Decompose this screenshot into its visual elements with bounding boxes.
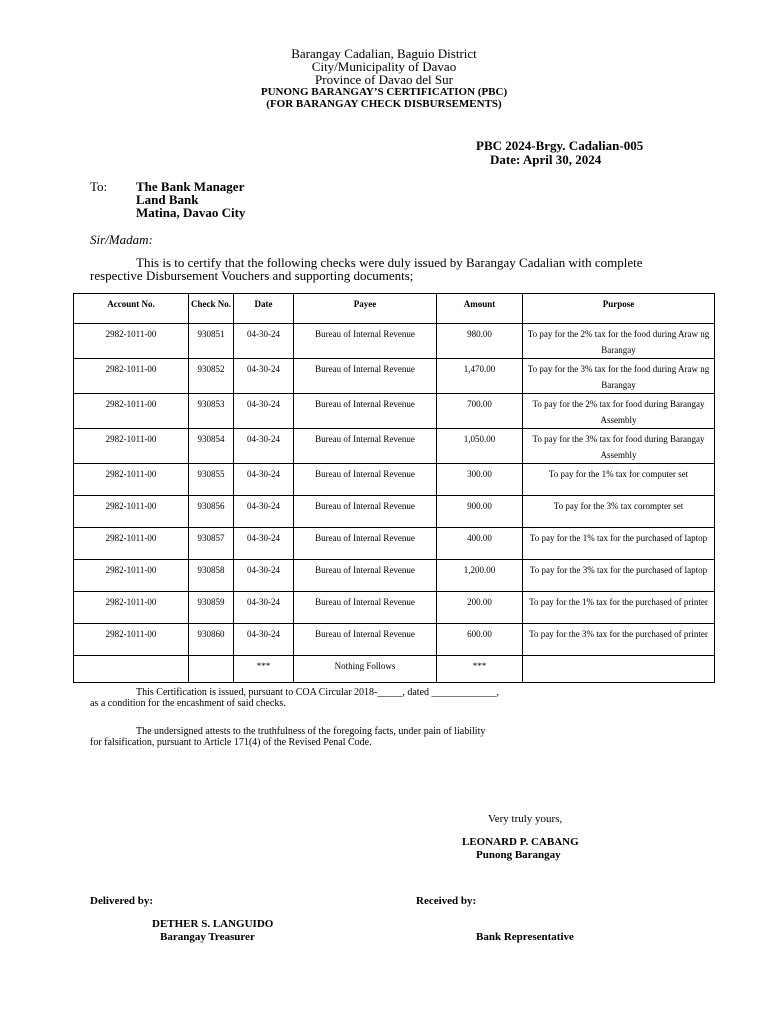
- addressee-line: The Bank Manager: [136, 179, 245, 194]
- cell-payee: Bureau of Internal Revenue: [294, 528, 437, 560]
- addressee-line: Matina, Davao City: [136, 205, 246, 220]
- province-name: Province of Davao del Sur: [315, 72, 453, 87]
- cell-payee: Bureau of Internal Revenue: [294, 359, 437, 394]
- delivered-by-label: Delivered by:: [90, 895, 154, 907]
- cell-check-no: 930860: [189, 624, 234, 656]
- header-account-no: Account No.: [74, 294, 189, 324]
- cell-purpose: To pay for the 3% tax for the food during Araw ng Barangay: [523, 359, 715, 394]
- body-line: This is to certify that the following checks were duly issued by Barangay Cadalian with complete: [136, 255, 643, 270]
- cell-amount: 900.00: [437, 496, 523, 528]
- cell-account-no: 2982-1011-00: [74, 560, 189, 592]
- cell-payee: Bureau of Internal Revenue: [294, 592, 437, 624]
- attestation-note-cont: for falsification, pursuant to Article 171(4) of the Revised Penal Code.: [90, 737, 372, 748]
- table-header-row: [74, 294, 715, 324]
- cell-check-no: [189, 656, 234, 683]
- cell-amount: 600.00: [437, 624, 523, 656]
- cell-account-no: 2982-1011-00: [74, 429, 189, 464]
- cell-purpose: To pay for the 3% tax for the purchased of laptop: [523, 560, 715, 592]
- cell-date: 04-30-24: [234, 394, 294, 429]
- cell-amount: 1,050.00: [437, 429, 523, 464]
- reference-date: Date: April 30, 2024: [490, 152, 602, 167]
- cell-amount: 200.00: [437, 592, 523, 624]
- header-check-no: Check No.: [189, 294, 234, 324]
- cell-check-no: 930853: [189, 394, 234, 429]
- cell-check-no: 930858: [189, 560, 234, 592]
- reference-number: PBC 2024-Brgy. Cadalian-005: [476, 138, 644, 153]
- table-row: [74, 528, 715, 560]
- cell-payee: Bureau of Internal Revenue: [294, 496, 437, 528]
- table-row: [74, 496, 715, 528]
- salutation: Sir/Madam:: [90, 232, 153, 247]
- cell-date: 04-30-24: [234, 496, 294, 528]
- body-line: respective Disbursement Vouchers and supporting documents;: [90, 268, 414, 283]
- cell-check-no: 930854: [189, 429, 234, 464]
- table-row: [74, 429, 715, 464]
- cell-date: 04-30-24: [234, 560, 294, 592]
- cell-check-no: 930856: [189, 496, 234, 528]
- signatory-name: LEONARD P. CABANG: [462, 836, 579, 848]
- cell-purpose: [523, 656, 715, 683]
- checks-table: [73, 293, 715, 683]
- cell-payee: Bureau of Internal Revenue: [294, 429, 437, 464]
- table-footer-row: [74, 656, 715, 683]
- cell-purpose: To pay for the 1% tax for the purchased of printer: [523, 592, 715, 624]
- received-by-label: Received by:: [416, 895, 477, 907]
- header-amount: Amount: [437, 294, 523, 324]
- cell-date: 04-30-24: [234, 359, 294, 394]
- cell-amount: 980.00: [437, 324, 523, 359]
- addressee-line: Land Bank: [136, 192, 199, 207]
- header-payee: Payee: [294, 294, 437, 324]
- cell-payee: Bureau of Internal Revenue: [294, 464, 437, 496]
- cell-payee: Bureau of Internal Revenue: [294, 624, 437, 656]
- cell-purpose: To pay for the 3% tax for the purchased of printer: [523, 624, 715, 656]
- cell-date: ***: [234, 656, 294, 683]
- closing: Very truly yours,: [488, 813, 563, 825]
- to-label: To:: [90, 179, 108, 194]
- table-row: [74, 592, 715, 624]
- cell-purpose: To pay for the 2% tax for the food during Araw ng Barangay: [523, 324, 715, 359]
- cell-amount: 300.00: [437, 464, 523, 496]
- certification-note-cont: as a condition for the encashment of said checks.: [90, 698, 286, 709]
- cell-account-no: 2982-1011-00: [74, 324, 189, 359]
- cell-account-no: 2982-1011-00: [74, 359, 189, 394]
- cell-payee: Bureau of Internal Revenue: [294, 394, 437, 429]
- cell-account-no: [74, 656, 189, 683]
- cell-date: 04-30-24: [234, 624, 294, 656]
- table-row: [74, 324, 715, 359]
- document-subtitle: (FOR BARANGAY CHECK DISBURSEMENTS): [266, 98, 502, 110]
- cell-account-no: 2982-1011-00: [74, 496, 189, 528]
- cell-check-no: 930852: [189, 359, 234, 394]
- cell-payee: Nothing Follows: [294, 656, 437, 683]
- certification-note: This Certification is issued, pursuant to COA Circular 2018-_____, dated _____________,: [136, 687, 500, 698]
- cell-check-no: 930851: [189, 324, 234, 359]
- cell-purpose: To pay for the 3% tax for food during Barangay Assembly: [523, 429, 715, 464]
- table-row: [74, 560, 715, 592]
- table-row: [74, 359, 715, 394]
- bank-representative: Bank Representative: [476, 931, 574, 943]
- cell-check-no: 930855: [189, 464, 234, 496]
- cell-date: 04-30-24: [234, 464, 294, 496]
- treasurer-position: Barangay Treasurer: [160, 931, 255, 943]
- cell-account-no: 2982-1011-00: [74, 394, 189, 429]
- cell-amount: 1,200.00: [437, 560, 523, 592]
- cell-account-no: 2982-1011-00: [74, 528, 189, 560]
- cell-purpose: To pay for the 1% tax for the purchased of laptop: [523, 528, 715, 560]
- header-date: Date: [234, 294, 294, 324]
- cell-amount: 1,470.00: [437, 359, 523, 394]
- cell-amount: 700.00: [437, 394, 523, 429]
- cell-payee: Bureau of Internal Revenue: [294, 324, 437, 359]
- header-purpose: Purpose: [523, 294, 715, 324]
- cell-check-no: 930857: [189, 528, 234, 560]
- table-row: [74, 394, 715, 429]
- city-name: City/Municipality of Davao: [311, 59, 457, 74]
- treasurer-name: DETHER S. LANGUIDO: [152, 918, 274, 930]
- cell-account-no: 2982-1011-00: [74, 592, 189, 624]
- table-row: [74, 464, 715, 496]
- attestation-note: The undersigned attests to the truthfulness of the foregoing facts, under pain of liability: [136, 726, 486, 737]
- cell-date: 04-30-24: [234, 592, 294, 624]
- cell-payee: Bureau of Internal Revenue: [294, 560, 437, 592]
- cell-amount: 400.00: [437, 528, 523, 560]
- cell-purpose: To pay for the 2% tax for food during Barangay Assembly: [523, 394, 715, 429]
- cell-date: 04-30-24: [234, 429, 294, 464]
- document-title: PUNONG BARANGAY’S CERTIFICATION (PBC): [260, 86, 508, 98]
- cell-date: 04-30-24: [234, 528, 294, 560]
- table-row: [74, 624, 715, 656]
- barangay-name: Barangay Cadalian, Baguio District: [291, 46, 477, 61]
- signatory-position: Punong Barangay: [476, 849, 561, 861]
- cell-purpose: To pay for the 3% tax corompter set: [523, 496, 715, 528]
- cell-amount: ***: [437, 656, 523, 683]
- cell-account-no: 2982-1011-00: [74, 624, 189, 656]
- cell-check-no: 930859: [189, 592, 234, 624]
- cell-account-no: 2982-1011-00: [74, 464, 189, 496]
- cell-date: 04-30-24: [234, 324, 294, 359]
- cell-purpose: To pay for the 1% tax for computer set: [523, 464, 715, 496]
